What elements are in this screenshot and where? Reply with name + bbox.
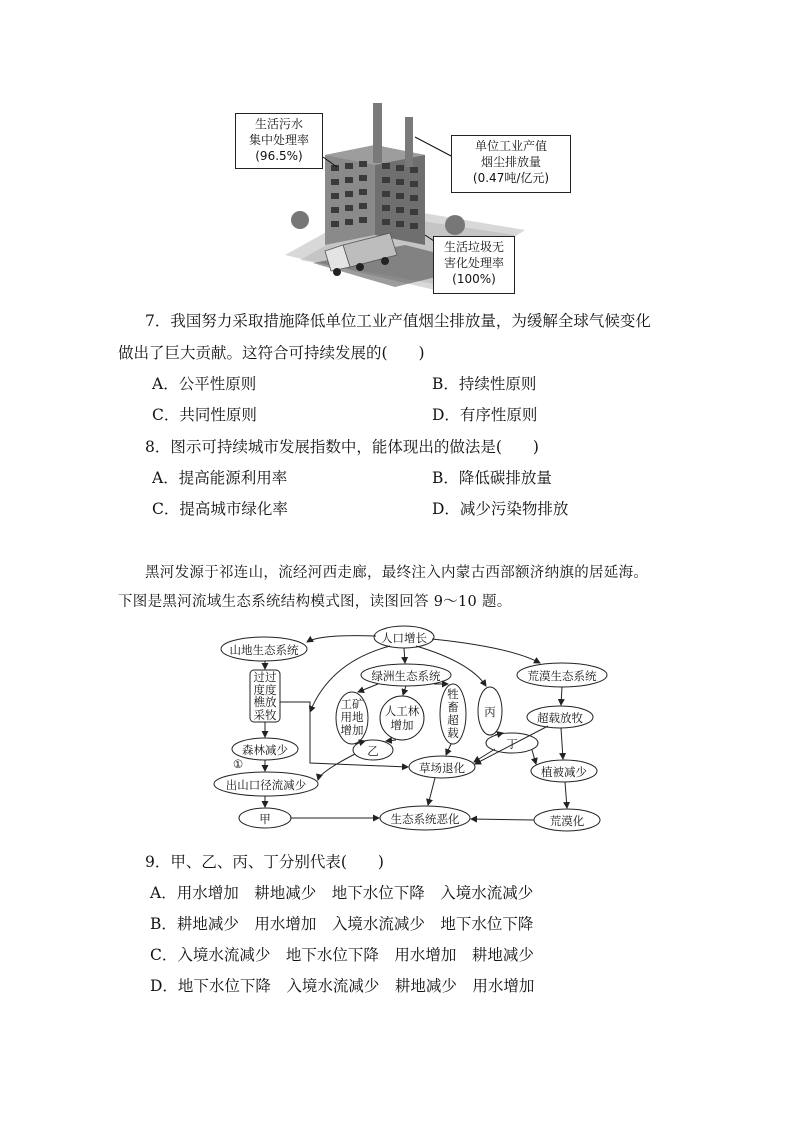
label-eco-worse: 生态系统恶化 — [390, 812, 460, 826]
label-industry: 工矿 用地 增加 — [340, 697, 364, 737]
callout-value: (100%) — [452, 272, 496, 286]
q7-option-b[interactable]: B．持续性原则 — [432, 375, 537, 393]
passage-line2: 下图是黑河流域生态系统结构模式图，读图回答 9～10 题。 — [118, 594, 512, 610]
label-vegetation: 植被减少 — [541, 765, 587, 779]
label-overgraze: 超载放牧 — [537, 711, 583, 725]
callout-dust-emission — [451, 135, 571, 193]
label-yi: 乙 — [367, 744, 379, 758]
label-grassland: 草场退化 — [419, 761, 465, 775]
q8-option-c[interactable]: C．提高城市绿化率 — [152, 500, 288, 518]
q7-option-d[interactable]: D．有序性原则 — [432, 406, 538, 424]
label-overcut: 过过 度度 樵放 采牧 — [253, 670, 277, 722]
q8-option-b[interactable]: B．降低碳排放量 — [432, 469, 552, 487]
callout-label: 生活污水 — [254, 117, 303, 131]
label-jia: 甲 — [259, 812, 271, 826]
q9-option-c[interactable]: C．入境水流减少 地下水位下降 用水增加 耕地减少 — [150, 946, 534, 964]
q8-stem: 8．图示可持续城市发展指数中，能体现出的做法是( ) — [145, 438, 539, 456]
label-mountain-eco: 山地生态系统 — [229, 643, 299, 657]
q8-option-d[interactable]: D．减少污染物排放 — [432, 500, 569, 518]
callout-sewage — [235, 113, 323, 169]
q8-option-a[interactable]: A．提高能源利用率 — [152, 469, 288, 487]
callout-label: 集中处理率 — [248, 133, 309, 147]
callout-value: (96.5%) — [255, 149, 303, 163]
label-oasis-eco: 绿洲生态系统 — [371, 669, 441, 683]
label-forest-decrease: 森林减少 — [242, 743, 288, 757]
label-desert-eco: 荒漠生态系统 — [527, 669, 597, 683]
callout-garbage — [433, 236, 515, 294]
label-desertify: 荒漠化 — [549, 814, 585, 828]
callout-label: 生活垃圾无 — [443, 240, 504, 254]
callout-label: 烟尘排放量 — [480, 155, 541, 169]
passage-line1: 黑河发源于祁连山，流经河西走廊，最终注入内蒙古西部额济纳旗的居延海。 — [145, 565, 649, 581]
diagram-labels — [210, 622, 620, 834]
label-circle-1: ① — [232, 757, 244, 771]
q9-option-d[interactable]: D．地下水位下降 入境水流减少 耕地减少 用水增加 — [150, 977, 535, 995]
label-outflow-decrease: 出山口径流减少 — [225, 778, 307, 792]
callout-label: 害化处理率 — [443, 256, 504, 270]
chimney — [373, 103, 382, 163]
q9-option-b[interactable]: B．耕地减少 用水增加 入境水流减少 地下水位下降 — [150, 915, 534, 933]
q7-stem-line1: 7．我国努力采取措施降低单位工业产值烟尘排放量，为缓解全球气候变化 — [145, 312, 651, 330]
q7-option-c[interactable]: C．共同性原则 — [152, 406, 257, 424]
label-ding: 丁 — [506, 737, 518, 751]
callout-label: 单位工业产值 — [474, 139, 547, 153]
q9-stem: 9．甲、乙、丙、丁分别代表( ) — [145, 853, 384, 871]
q7-option-a[interactable]: A．公平性原则 — [152, 375, 257, 393]
q9-option-a[interactable]: A．用水增加 耕地减少 地下水位下降 入境水流减少 — [150, 884, 534, 902]
q7-stem-line2: 做出了巨大贡献。这符合可持续发展的( ) — [118, 344, 425, 362]
chimney — [405, 117, 413, 167]
label-artificial-forest: 人工林 增加 — [384, 704, 420, 732]
label-bing: 丙 — [484, 705, 496, 719]
label-livestock: 牲 畜 超 载 — [447, 687, 459, 740]
label-population: 人口增长 — [381, 631, 427, 645]
callout-value: (0.47吨/亿元) — [472, 171, 550, 185]
